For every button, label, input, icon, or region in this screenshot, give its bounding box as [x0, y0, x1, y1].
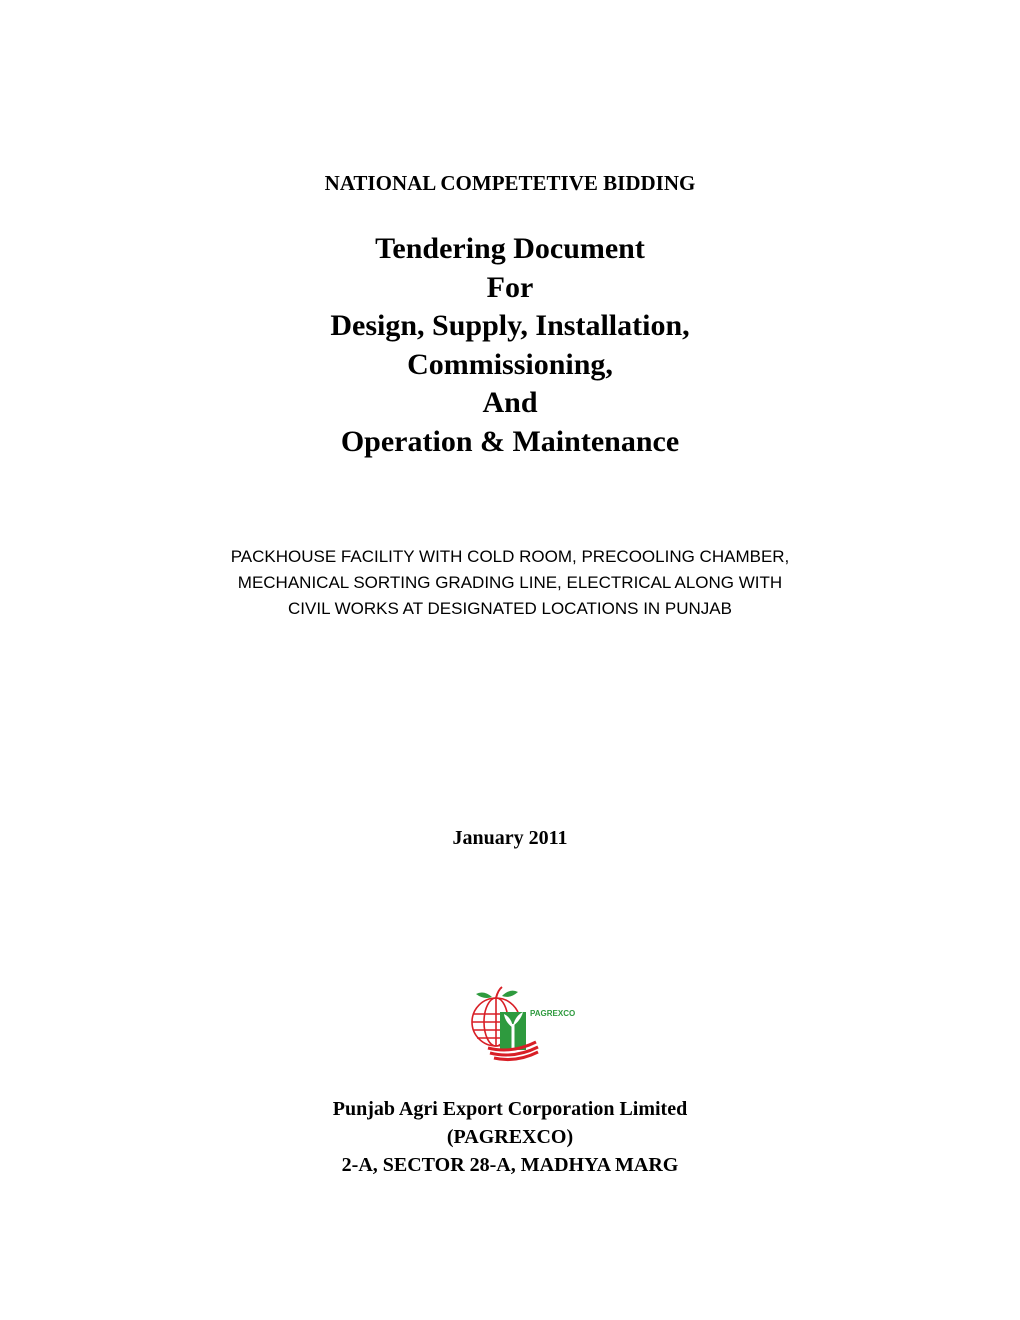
document-title [0, 230, 1020, 461]
pagrexco-logo-icon [466, 982, 576, 1066]
pagrexco-logo [466, 982, 576, 1066]
organization-acronym: (PAGREXCO) [446, 1126, 574, 1148]
title-line-6: Operation & Maintenance [340, 424, 680, 458]
logo-text: PAGREXCO [530, 1009, 576, 1018]
title-line-1: Tendering Document [375, 232, 645, 265]
organization-address: 2-A, SECTOR 28-A, MADHYA MARG [341, 1154, 679, 1176]
title-line-4: Commissioning, [407, 347, 613, 381]
title-line-3: Design, Supply, Installation, [330, 309, 690, 342]
project-description [0, 544, 1020, 622]
description-line-2: MECHANICAL SORTING GRADING LINE, ELECTRICAL ALONG WITH [237, 573, 783, 592]
title-line-5: And [482, 386, 538, 419]
document-date: January 2011 [452, 827, 568, 849]
title-line-2: For [486, 270, 534, 304]
organization-name: Punjab Agri Export Corporation Limited [332, 1098, 688, 1120]
document-heading: NATIONAL COMPETETIVE BIDDING [324, 171, 696, 195]
description-line-1: PACKHOUSE FACILITY WITH COLD ROOM, PRECOOLING CHAMBER, [230, 547, 790, 566]
description-line-3: CIVIL WORKS AT DESIGNATED LOCATIONS IN PUNJAB [288, 599, 732, 618]
organization-block [0, 1095, 1020, 1179]
